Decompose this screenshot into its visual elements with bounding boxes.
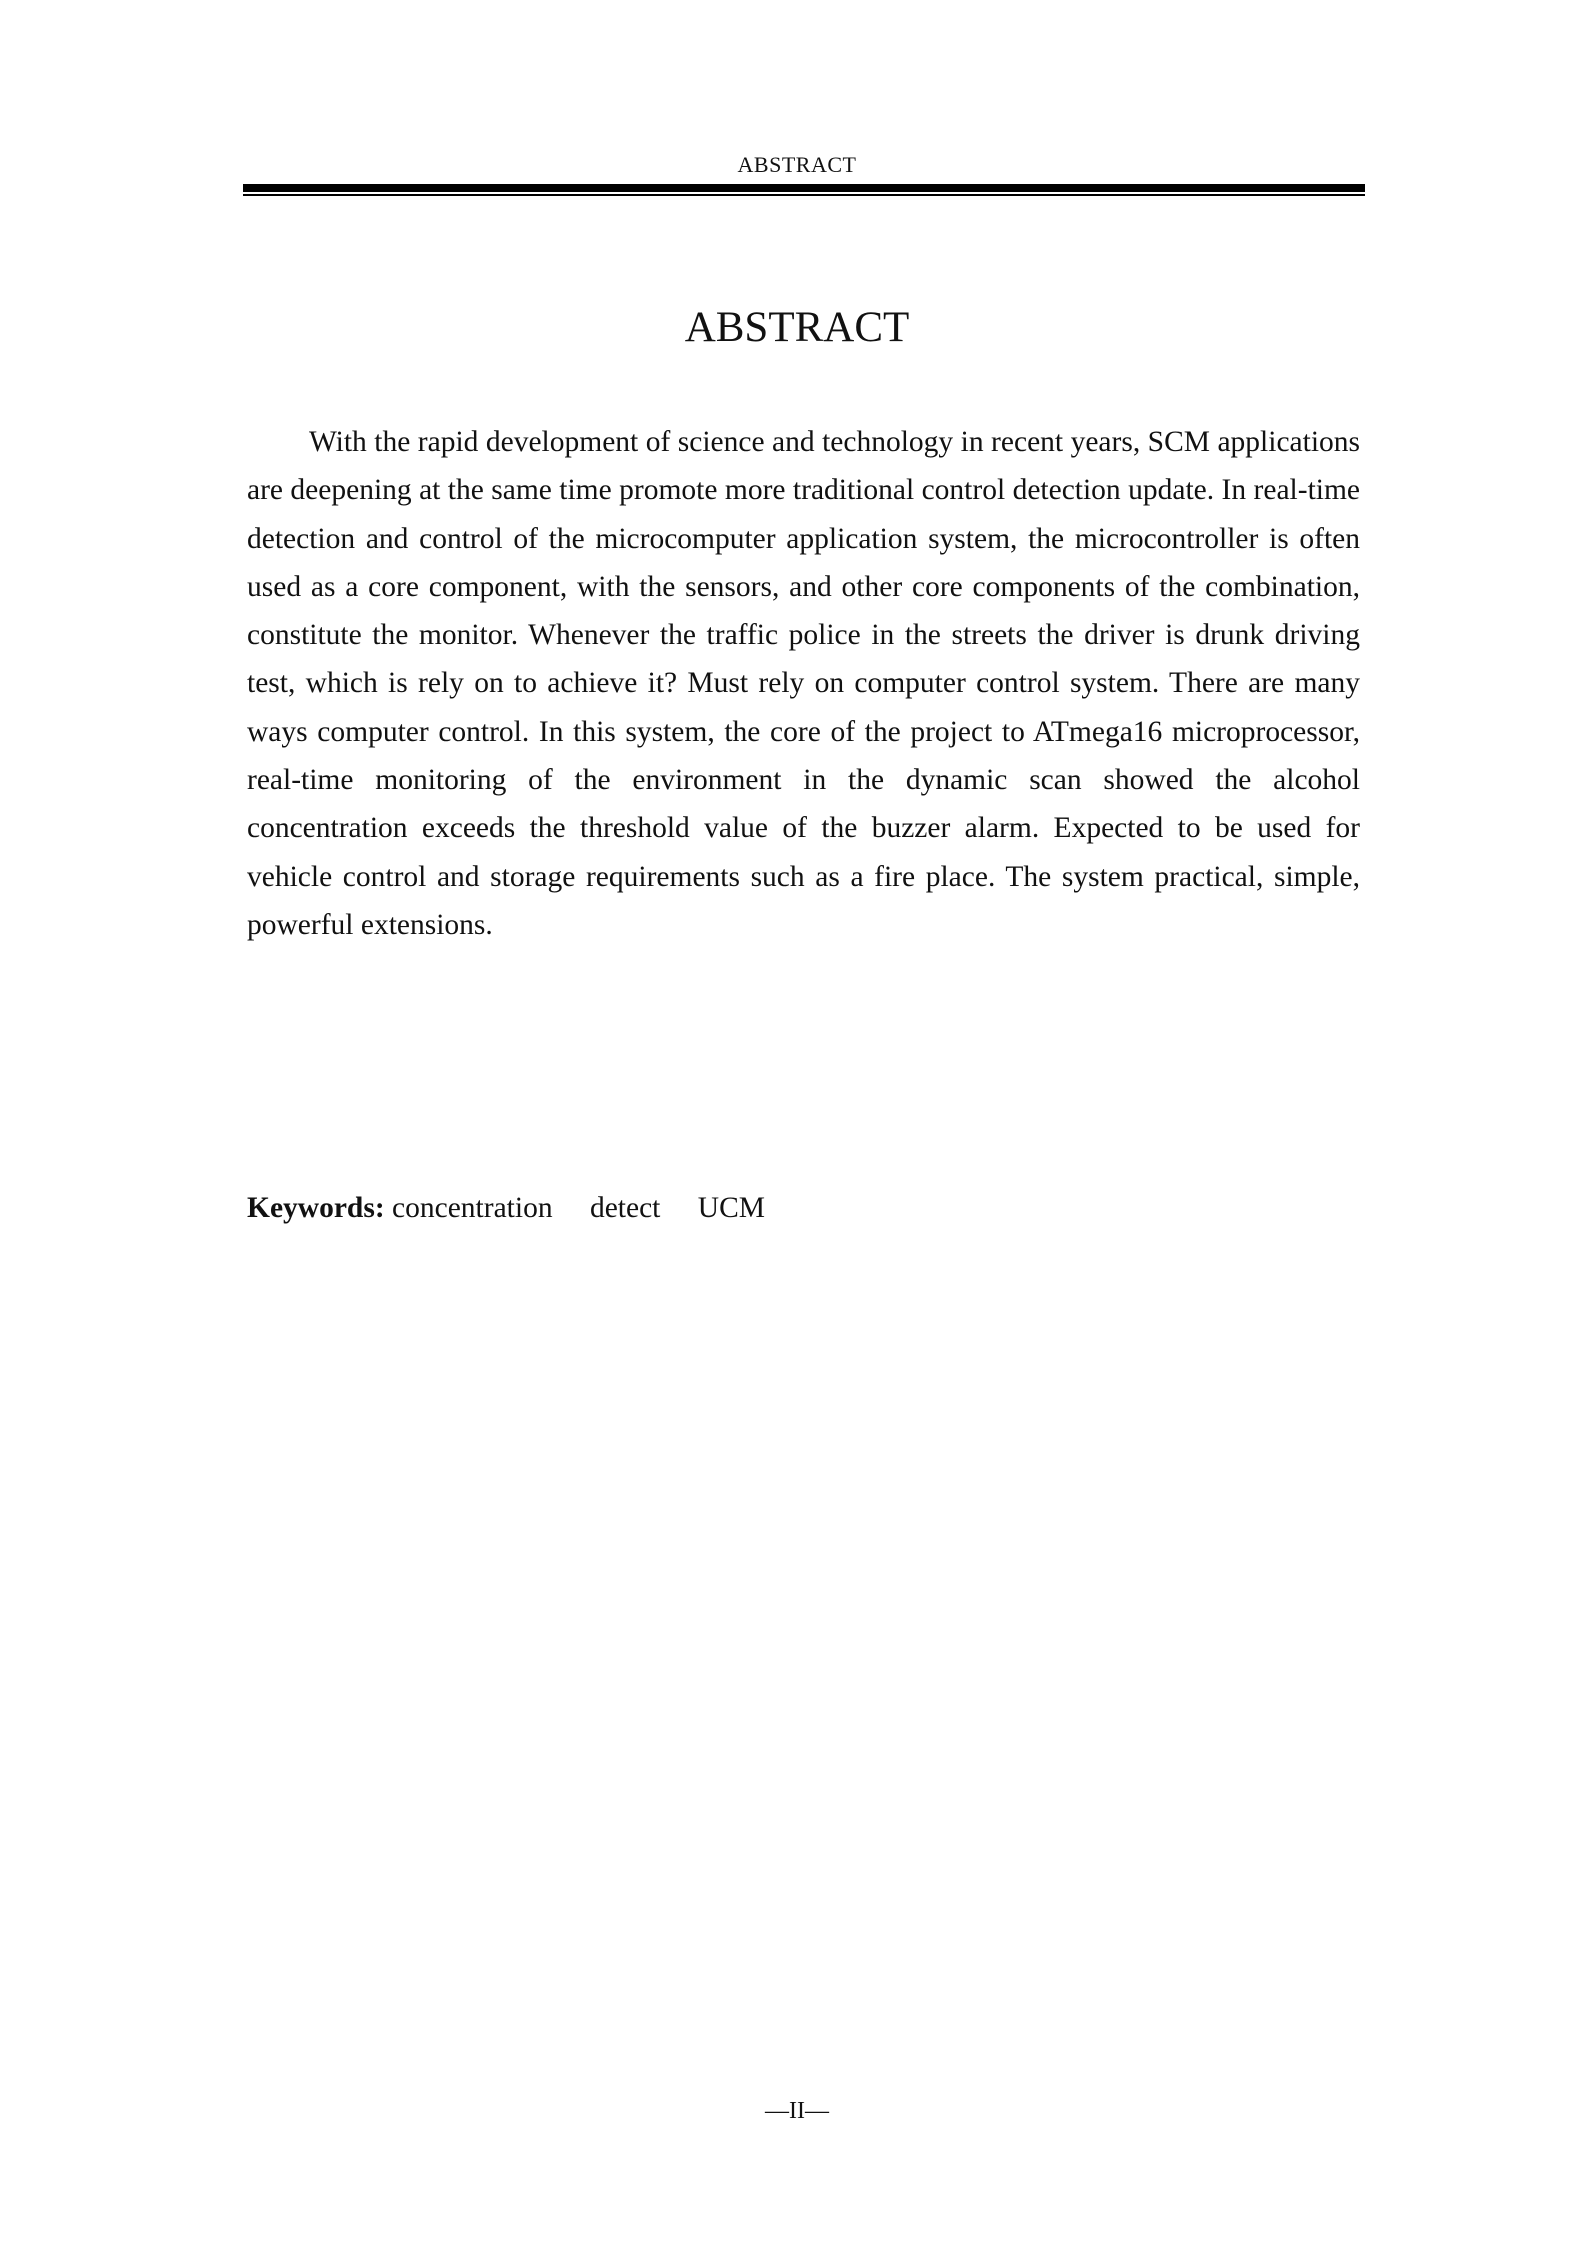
page-number: —II— — [765, 2098, 829, 2124]
keyword-item: UCM — [697, 1192, 765, 1224]
abstract-paragraph: With the rapid development of science and technology in recent years, SCM applications are deepening at the same time promote more traditional control detection update. In real-time detection and control of the microcomputer application system, the microcontroller is often used as a core component, with the sensors, and other core components of the combination, constitute the monitor. Whenever the traffic police in the streets the driver is drunk driving test, which is rely on to achieve it? Must rely on computer control system. There are many ways computer control. In this system, the core of the project to ATmega16 microprocessor, real-time monitoring of the environment in the dynamic scan showed the alcohol concentration exceeds the threshold value of the buzzer alarm. Expected to be used for vehicle control and storage requirements such as a fire place. The system practical, simple, powerful extensions. — [247, 426, 1360, 941]
keywords-label: Keywords: — [247, 1192, 385, 1224]
keyword-item: concentration — [392, 1192, 553, 1224]
header-rule — [243, 184, 1365, 196]
header-rule-thin — [243, 194, 1365, 196]
running-header: ABSTRACT — [737, 152, 857, 177]
keywords-line — [247, 1184, 795, 1232]
keyword-item: detect — [589, 1192, 661, 1224]
header-rule-thick — [243, 184, 1365, 192]
page-title: ABSTRACT — [684, 304, 910, 351]
